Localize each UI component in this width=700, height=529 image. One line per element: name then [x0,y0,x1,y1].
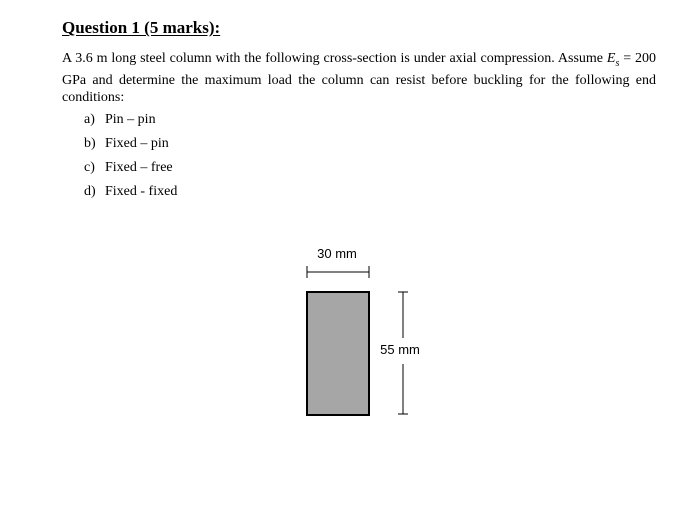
part-d-text: Fixed - fixed [105,184,178,199]
part-b-text: Fixed – pin [105,136,169,151]
modulus-subscript: s [615,57,620,69]
height-dimension-label: 55 mm [380,342,420,357]
problem-text-end: = 200 GPa and determine the maximum load the column can resist before buckling for the following end conditions: [62,51,656,105]
question-heading: Question 1 (5 marks): [62,18,221,37]
part-b-label: b) [84,136,96,151]
part-c-label: c) [84,160,95,175]
part-d-label: d) [84,184,96,199]
modulus-symbol: E [606,51,616,66]
part-c-text: Fixed – free [105,160,173,175]
width-dimension-label: 30 mm [317,246,357,261]
part-a-label: a) [84,112,95,127]
column-cross-section [307,292,369,415]
part-a-text: Pin – pin [105,112,156,127]
problem-text-start: A 3.6 m long steel column with the following cross-section is under axial compression. Assume [62,51,607,66]
